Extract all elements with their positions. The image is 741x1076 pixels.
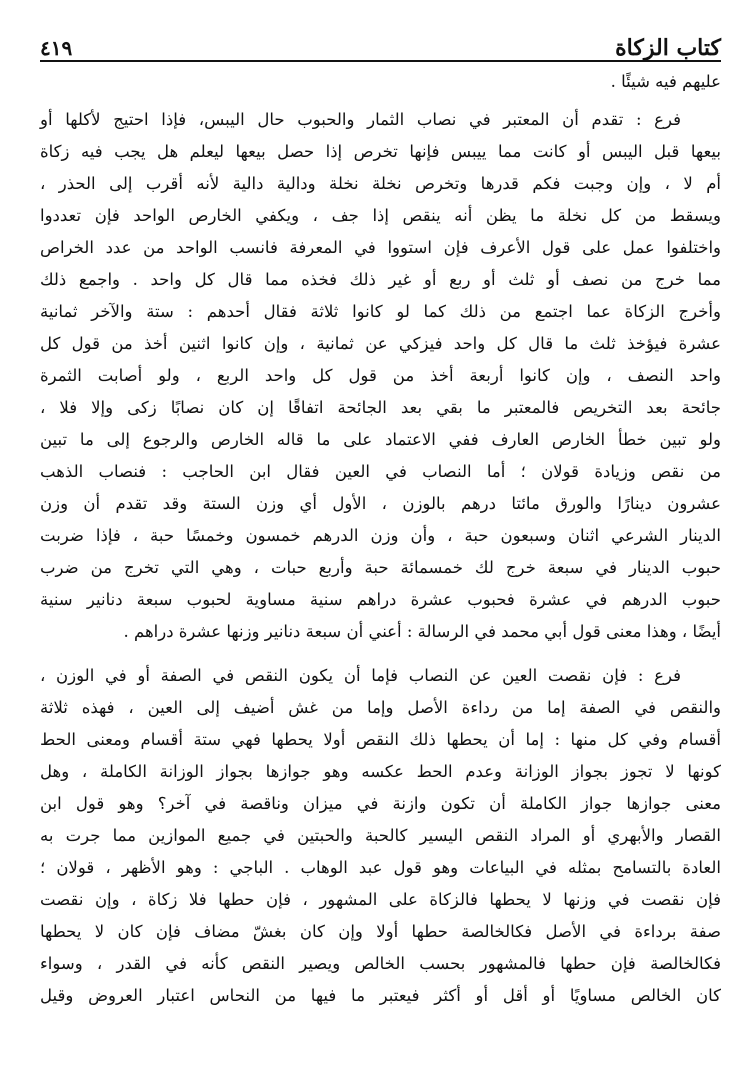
text-line: والنقص في الصفة إما من رداءة الأصل وإما من غش أضيف إلى العين ، فهذه ثلاثة bbox=[40, 698, 721, 717]
text-line: جائحة بعد التخريص فالمعتبر ما بقي بعد الجائحة اتفاقًا إن كان نصابًا زكى وإلا فلا ، bbox=[40, 398, 721, 417]
text-line: الدينار الشرعي اثنان وسبعون حبة ، وأن وزن الدرهم خمسون وخمسًا حبة ، فإذا ضربت bbox=[40, 526, 721, 545]
text-line: ولو تبين خطأ الخارص العارف ففي الاعتماد على ما قاله الخارص والرجوع إلى ما تبين bbox=[40, 430, 721, 449]
text-line: عشرة فيؤخذ ثلث ما قال كل واحد فيزكي عن ثمانية ، وإن كانوا اثنين أخذ من قول كل bbox=[40, 334, 721, 353]
text-line: أيضًا ، وهذا معنى قول أبي محمد في الرسالة : أعني أن سبعة دنانير وزنها عشرة دراهم . bbox=[123, 622, 721, 641]
text-line: القصار والأبهري أو المراد النقص اليسير كالحبة والحبتين في جميع الموازين مما جرت به bbox=[40, 826, 721, 845]
text-line: وأخرج الزكاة عما اجتمع من ذلك كما لو كانوا ثلاثة فقال أحدهم : ستة والآخر ثمانية bbox=[40, 302, 721, 321]
header-rule bbox=[40, 60, 721, 62]
text-line: فرع : تقدم أن المعتبر في نصاب الثمار والحبوب حال اليبس، فإذا احتيج لأكلها أو bbox=[40, 110, 681, 129]
text-line: مما خرج من نصف أو ثلث أو ربع أو غير ذلك فخذه مما قال كل واحد . واجمع ذلك bbox=[40, 270, 721, 289]
text-line: فرع : فإن نقصت العين عن النصاب فإما أن يكون النقص في الصفة أو في الوزن ، bbox=[40, 666, 681, 685]
text-line: العادة بالتسامح بمثله في البياعات وهو قول عبد الوهاب . الباجي : وهو الأظهر ، قولان ؛ bbox=[40, 858, 721, 877]
text-line: بيعها قبل اليبس أو كانت مما ييبس فإنها تخرص إذا حصل بيعها ليعلم هل يجب فيه زكاة bbox=[40, 142, 721, 161]
text-line: عليهم فيه شيئًا . bbox=[610, 72, 721, 91]
text-line: أقسام وفي كل منها : إما أن يحطها ذلك النقص أولا يحطها فهي ستة أقسام ومعنى الحط bbox=[40, 730, 721, 749]
text-line: واحد النصف ، وإن كانوا أربعة أخذ من قول كل واحد الربع ، ولو أصابت الثمرة bbox=[40, 366, 721, 385]
text-line: فكالخالصة فإن حطها فالمشهور بحسب الخالص ويصير النقص كأنه في القدر ، وسواء bbox=[40, 954, 721, 973]
running-title: كتاب الزكاة bbox=[615, 35, 721, 61]
text-line: حبوب الدرهم في عشرة فحبوب عشرة دراهم سنية مساوية لحبوب سبعة دنانير سنية bbox=[40, 590, 721, 609]
page-header bbox=[40, 22, 721, 62]
text-line: أم لا ، وإن وجبت فكم قدرها وتخرص نخلة نخلة ودالية دالية لأنه أقرب إلى الحذر ، bbox=[40, 174, 721, 193]
text-line: حبوب الدينار في سبعة خرج لك خمسمائة حبة وأربع حبات ، وهي التي تخرج من ضرب bbox=[40, 558, 721, 577]
page-number: ٤١٩ bbox=[40, 36, 73, 60]
text-line: كونها لا تجوز بجواز الوزانة وعدم الحط عكسه وهو جوازها بجواز الوزانة الكاملة ، وهل bbox=[40, 762, 721, 781]
text-line: كان الخالص مساويًا أو أقل أو أكثر فيعتبر ما فيها من النحاس اعتبار العروض وقيل bbox=[40, 986, 721, 1005]
text-line: عشرون دينارًا والورق مائتا درهم بالوزن ، الأول أي وزن الستة وقد تقدم أن وزن bbox=[40, 494, 721, 513]
text-line: ويسقط من كل نخلة ما يظن أنه ينقص إذا جف ، ويكفي الخارص الواحد فإن تعددوا bbox=[40, 206, 721, 225]
text-line: من نقص وزيادة قولان ؛ أما النصاب في العين فقال ابن الحاجب : فنصاب الذهب bbox=[40, 462, 721, 481]
text-line: فإن نقصت في وزنها لا يحطها فالزكاة على المشهور ، فإن حطها فلا زكاة ، وإن نقصت bbox=[40, 890, 721, 909]
text-line: واختلفوا عمل على قول الأعرف فإن استووا في المعرفة فانسب الواحد من عدد الخراص bbox=[40, 238, 721, 257]
text-line: معنى جوازها جواز الكاملة أن تكون وازنة في ميزان وناقصة في آخر؟ وهو قول ابن bbox=[40, 794, 721, 813]
text-line: صفة برداءة في الأصل فكالخالصة حطها أولا وإن كان بغشّ مضاف فإن كان لا يحطها bbox=[40, 922, 721, 941]
